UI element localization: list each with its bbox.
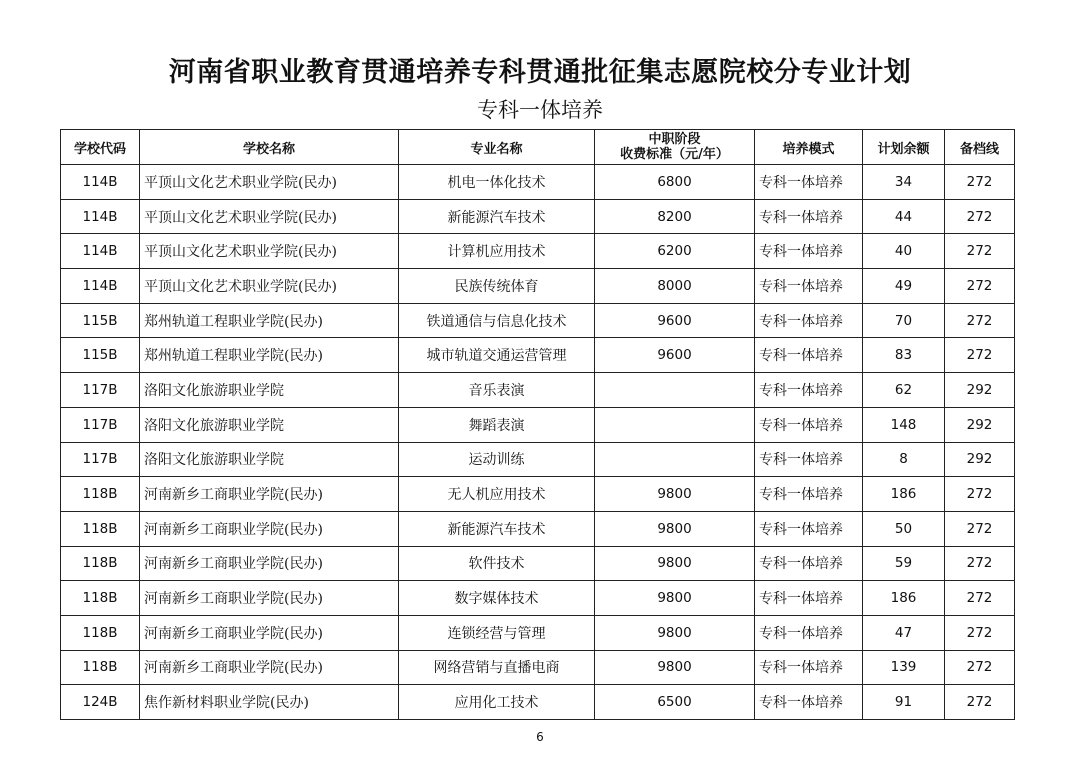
cell-major: 连锁经营与管理 <box>399 615 595 650</box>
cell-code: 117B <box>61 442 140 477</box>
cell-cutoff: 272 <box>945 199 1015 234</box>
cell-code: 118B <box>61 581 140 616</box>
cell-code: 115B <box>61 338 140 373</box>
cell-mode: 专科一体培养 <box>755 650 863 685</box>
cell-cutoff: 272 <box>945 269 1015 304</box>
cell-major: 音乐表演 <box>399 373 595 408</box>
page-title: 河南省职业教育贯通培养专科贯通批征集志愿院校分专业计划 <box>168 57 912 88</box>
cell-fee: 6200 <box>595 234 755 269</box>
cell-mode: 专科一体培养 <box>755 199 863 234</box>
header-code: 学校代码 <box>61 130 140 165</box>
cell-major: 机电一体化技术 <box>399 165 595 200</box>
header-school: 学校名称 <box>140 130 399 165</box>
table-row <box>61 269 1015 304</box>
cell-mode: 专科一体培养 <box>755 546 863 581</box>
table-row <box>61 546 1015 581</box>
cell-school: 平顶山文化艺术职业学院(民办) <box>140 165 399 200</box>
cell-school: 平顶山文化艺术职业学院(民办) <box>140 234 399 269</box>
cell-mode: 专科一体培养 <box>755 234 863 269</box>
cell-school: 郑州轨道工程职业学院(民办) <box>140 303 399 338</box>
cell-remaining: 148 <box>863 407 945 442</box>
cell-remaining: 186 <box>863 477 945 512</box>
cell-code: 118B <box>61 650 140 685</box>
cell-fee: 8200 <box>595 199 755 234</box>
cell-school: 洛阳文化旅游职业学院 <box>140 407 399 442</box>
cell-code: 114B <box>61 269 140 304</box>
cell-code: 117B <box>61 373 140 408</box>
plan-table <box>60 129 1015 720</box>
table-row <box>61 303 1015 338</box>
table-body <box>61 165 1015 720</box>
table-row <box>61 407 1015 442</box>
table-row <box>61 338 1015 373</box>
cell-code: 117B <box>61 407 140 442</box>
header-fee <box>595 130 755 165</box>
cell-code: 115B <box>61 303 140 338</box>
cell-cutoff: 272 <box>945 234 1015 269</box>
cell-fee: 9800 <box>595 650 755 685</box>
cell-school: 焦作新材料职业学院(民办) <box>140 685 399 720</box>
cell-remaining: 8 <box>863 442 945 477</box>
cell-code: 118B <box>61 477 140 512</box>
cell-mode: 专科一体培养 <box>755 511 863 546</box>
header-fee-line1: 中职阶段 <box>648 132 701 147</box>
cell-major: 城市轨道交通运营管理 <box>399 338 595 373</box>
cell-cutoff: 272 <box>945 165 1015 200</box>
cell-major: 运动训练 <box>399 442 595 477</box>
cell-cutoff: 272 <box>945 477 1015 512</box>
cell-cutoff: 272 <box>945 511 1015 546</box>
table-row <box>61 511 1015 546</box>
cell-remaining: 83 <box>863 338 945 373</box>
table-row <box>61 199 1015 234</box>
cell-major: 软件技术 <box>399 546 595 581</box>
table-row <box>61 581 1015 616</box>
cell-fee: 6800 <box>595 165 755 200</box>
table-row <box>61 442 1015 477</box>
cell-major: 计算机应用技术 <box>399 234 595 269</box>
cell-major: 新能源汽车技术 <box>399 199 595 234</box>
header-mode: 培养模式 <box>755 130 863 165</box>
cell-remaining: 44 <box>863 199 945 234</box>
cell-code: 118B <box>61 511 140 546</box>
cell-major: 无人机应用技术 <box>399 477 595 512</box>
cell-cutoff: 272 <box>945 303 1015 338</box>
cell-remaining: 40 <box>863 234 945 269</box>
cell-mode: 专科一体培养 <box>755 373 863 408</box>
cell-remaining: 50 <box>863 511 945 546</box>
cell-remaining: 59 <box>863 546 945 581</box>
table-row <box>61 234 1015 269</box>
cell-cutoff: 272 <box>945 581 1015 616</box>
table-row <box>61 165 1015 200</box>
table-row <box>61 477 1015 512</box>
cell-school: 洛阳文化旅游职业学院 <box>140 373 399 408</box>
header-remaining: 计划余额 <box>863 130 945 165</box>
cell-cutoff: 272 <box>945 546 1015 581</box>
cell-school: 洛阳文化旅游职业学院 <box>140 442 399 477</box>
cell-major: 数字媒体技术 <box>399 581 595 616</box>
table-row <box>61 685 1015 720</box>
cell-mode: 专科一体培养 <box>755 477 863 512</box>
cell-cutoff: 272 <box>945 650 1015 685</box>
cell-fee: 6500 <box>595 685 755 720</box>
cell-fee: 9600 <box>595 303 755 338</box>
cell-school: 河南新乡工商职业学院(民办) <box>140 511 399 546</box>
cell-school: 河南新乡工商职业学院(民办) <box>140 546 399 581</box>
cell-fee: 9800 <box>595 477 755 512</box>
cell-fee: 9800 <box>595 581 755 616</box>
cell-cutoff: 292 <box>945 407 1015 442</box>
cell-mode: 专科一体培养 <box>755 581 863 616</box>
cell-mode: 专科一体培养 <box>755 269 863 304</box>
cell-school: 河南新乡工商职业学院(民办) <box>140 477 399 512</box>
cell-remaining: 91 <box>863 685 945 720</box>
cell-cutoff: 292 <box>945 373 1015 408</box>
header-fee-line2: 收费标准（元/年） <box>620 147 729 162</box>
header-major: 专业名称 <box>399 130 595 165</box>
cell-school: 河南新乡工商职业学院(民办) <box>140 615 399 650</box>
cell-fee: 9800 <box>595 511 755 546</box>
cell-fee <box>595 407 755 442</box>
cell-code: 118B <box>61 615 140 650</box>
cell-cutoff: 272 <box>945 338 1015 373</box>
cell-fee: 9600 <box>595 338 755 373</box>
cell-fee: 8000 <box>595 269 755 304</box>
cell-major: 铁道通信与信息化技术 <box>399 303 595 338</box>
cell-major: 民族传统体育 <box>399 269 595 304</box>
cell-code: 124B <box>61 685 140 720</box>
cell-code: 114B <box>61 165 140 200</box>
cell-fee: 9800 <box>595 615 755 650</box>
cell-remaining: 47 <box>863 615 945 650</box>
table-row <box>61 650 1015 685</box>
cell-remaining: 70 <box>863 303 945 338</box>
cell-mode: 专科一体培养 <box>755 685 863 720</box>
cell-cutoff: 272 <box>945 615 1015 650</box>
cell-fee <box>595 442 755 477</box>
cell-major: 舞蹈表演 <box>399 407 595 442</box>
table-row <box>61 373 1015 408</box>
cell-cutoff: 272 <box>945 685 1015 720</box>
cell-major: 新能源汽车技术 <box>399 511 595 546</box>
cell-school: 平顶山文化艺术职业学院(民办) <box>140 199 399 234</box>
cell-remaining: 139 <box>863 650 945 685</box>
cell-code: 114B <box>61 199 140 234</box>
cell-remaining: 34 <box>863 165 945 200</box>
cell-mode: 专科一体培养 <box>755 303 863 338</box>
cell-school: 平顶山文化艺术职业学院(民办) <box>140 269 399 304</box>
cell-remaining: 186 <box>863 581 945 616</box>
table-header-row <box>61 130 1015 165</box>
cell-mode: 专科一体培养 <box>755 165 863 200</box>
cell-mode: 专科一体培养 <box>755 407 863 442</box>
cell-school: 河南新乡工商职业学院(民办) <box>140 650 399 685</box>
cell-major: 应用化工技术 <box>399 685 595 720</box>
cell-remaining: 49 <box>863 269 945 304</box>
cell-code: 114B <box>61 234 140 269</box>
cell-mode: 专科一体培养 <box>755 442 863 477</box>
cell-school: 郑州轨道工程职业学院(民办) <box>140 338 399 373</box>
cell-major: 网络营销与直播电商 <box>399 650 595 685</box>
header-cutoff: 备档线 <box>945 130 1015 165</box>
page-subtitle: 专科一体培养 <box>477 98 603 122</box>
cell-cutoff: 292 <box>945 442 1015 477</box>
cell-remaining: 62 <box>863 373 945 408</box>
cell-mode: 专科一体培养 <box>755 615 863 650</box>
cell-school: 河南新乡工商职业学院(民办) <box>140 581 399 616</box>
cell-fee <box>595 373 755 408</box>
table-row <box>61 615 1015 650</box>
cell-mode: 专科一体培养 <box>755 338 863 373</box>
page-number: 6 <box>536 730 544 744</box>
cell-code: 118B <box>61 546 140 581</box>
cell-fee: 9800 <box>595 546 755 581</box>
